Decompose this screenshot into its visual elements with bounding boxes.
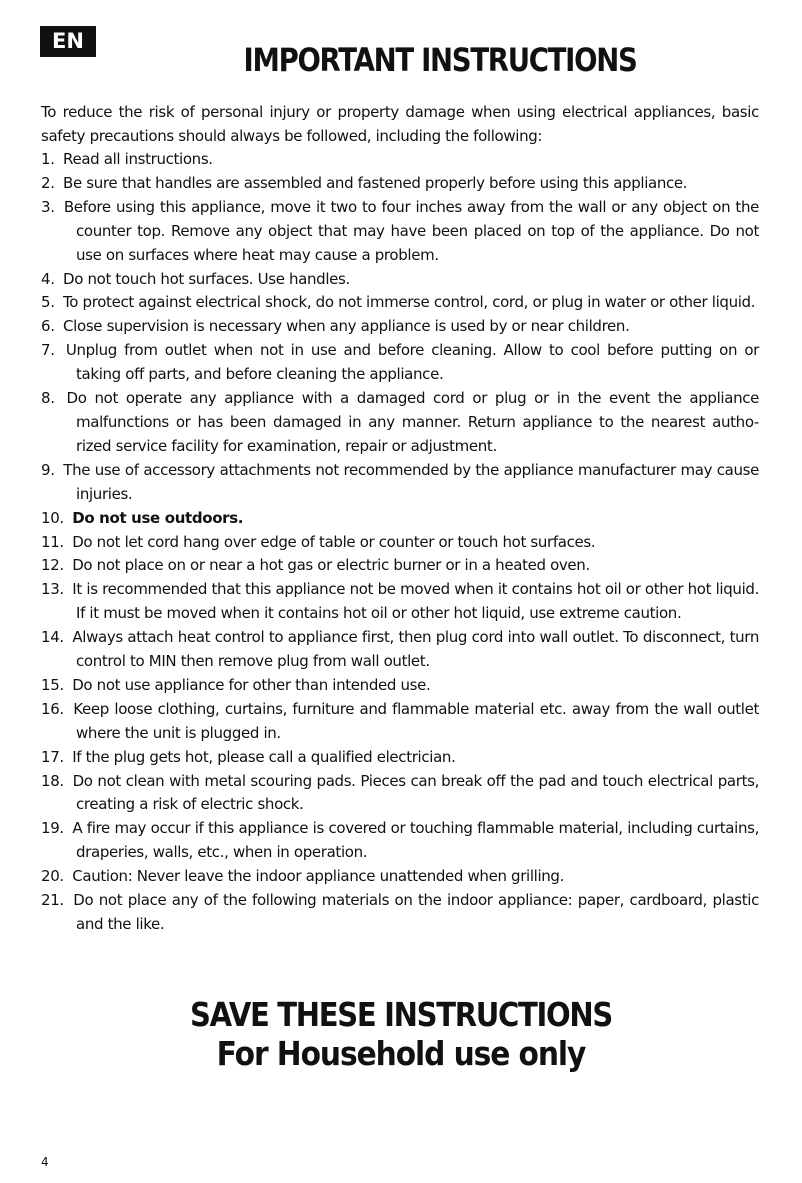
- instruction-number: 4.: [41, 269, 55, 288]
- instruction-number: 16.: [41, 699, 64, 718]
- instruction-item: [41, 172, 759, 196]
- instruction-number: 10.: [41, 508, 64, 527]
- instruction-number: 17.: [41, 747, 64, 766]
- instruction-item: [41, 626, 759, 674]
- instruction-item: [41, 387, 759, 459]
- instruction-text: Do not clean with metal scouring pads. Pieces can break off the pad and touch electrical parts, creating a risk of electric shock.: [72, 771, 759, 814]
- instruction-text: Always attach heat control to appliance first, then plug cord into wall outlet. To disconnect, turn control to MIN then remove plug from wall outlet.: [72, 628, 759, 671]
- instruction-item: [41, 770, 759, 818]
- instruction-text: Close supervision is necessary when any appliance is used by or near children.: [63, 317, 630, 336]
- instruction-item: [41, 865, 759, 889]
- instruction-text: Keep loose clothing, curtains, furniture and flammable material etc. away from the wall outlet where the unit is plugged in.: [73, 699, 759, 742]
- instruction-number: 13.: [41, 580, 64, 599]
- instruction-number: 8.: [41, 389, 55, 408]
- instruction-number: 20.: [41, 867, 64, 886]
- instruction-text: Do not let cord hang over edge of table or counter or touch hot surfaces.: [72, 532, 596, 551]
- instruction-item: [41, 531, 759, 555]
- instruction-item: [41, 339, 759, 387]
- instruction-number: 2.: [41, 173, 55, 192]
- instruction-number: 5.: [41, 293, 55, 312]
- household-use-heading: For Household use only: [216, 1034, 586, 1073]
- instruction-text: Caution: Never leave the indoor appliance unattended when grilling.: [72, 867, 565, 886]
- page-number: 4: [41, 1155, 49, 1169]
- instruction-text: A fire may occur if this appliance is covered or touching flammable material, including curtains, draperies, walls, etc., when in operation.: [72, 819, 760, 862]
- instruction-item: [41, 315, 759, 339]
- instruction-item: [41, 746, 759, 770]
- page-title: IMPORTANT INSTRUCTIONS: [243, 41, 637, 79]
- instruction-number: 11.: [41, 532, 64, 551]
- instruction-item: [41, 148, 759, 172]
- instruction-text: Do not use appliance for other than intended use.: [72, 675, 431, 694]
- instruction-item: [41, 459, 759, 507]
- instruction-item: [41, 889, 759, 937]
- instruction-text: Do not operate any appliance with a damaged cord or plug or in the event the appliance malfunctions or has been damaged in any manner. Return appliance to the nearest autho-rized service facility for examination, repair or adjustment.: [66, 389, 760, 455]
- instruction-number: 6.: [41, 317, 55, 336]
- intro-paragraph: To reduce the risk of personal injury or property damage when using electrical appliances, basic safety precautions should always be followed, including the following:: [41, 103, 759, 145]
- instruction-text: Read all instructions.: [63, 150, 213, 168]
- instruction-item: [41, 578, 759, 626]
- instruction-number: 9.: [41, 460, 55, 479]
- instruction-number: 18.: [41, 771, 64, 790]
- instruction-item: [41, 268, 759, 292]
- instruction-text: Unplug from outlet when not in use and before cleaning. Allow to cool before putting on or taking off parts, and before cleaning the appliance.: [65, 341, 759, 384]
- save-instructions-heading: SAVE THESE INSTRUCTIONS: [190, 995, 612, 1034]
- instruction-text: The use of accessory attachments not recommended by the appliance manufacturer may cause injuries.: [63, 460, 759, 503]
- instruction-text: It is recommended that this appliance not be moved when it contains hot oil or other hot liquid. If it must be moved when it contains hot oil or other hot liquid, use extreme caution.: [72, 580, 759, 623]
- instruction-item: [41, 196, 759, 268]
- instruction-number: 19.: [41, 819, 64, 838]
- language-badge: EN: [40, 26, 96, 57]
- instruction-item: [41, 554, 759, 578]
- instruction-text: Do not place any of the following materials on the indoor appliance: paper, cardboard, plastic and the like.: [73, 891, 759, 933]
- instruction-number: 14.: [41, 628, 64, 647]
- instruction-item: [41, 817, 759, 865]
- instruction-number: 3.: [41, 197, 55, 216]
- instruction-text: Do not touch hot surfaces. Use handles.: [63, 269, 350, 288]
- instruction-text: To protect against electrical shock, do not immerse control, cord, or plug in water or other liquid.: [63, 293, 756, 312]
- instruction-text: Do not use outdoors.: [72, 508, 244, 527]
- instruction-text: If the plug gets hot, please call a qualified electrician.: [72, 747, 456, 766]
- instruction-item: [41, 291, 759, 315]
- instruction-number: 15.: [41, 675, 64, 694]
- instruction-text: Be sure that handles are assembled and fastened properly before using this appliance.: [63, 173, 688, 192]
- instruction-item: [41, 507, 759, 531]
- instruction-number: 1.: [41, 150, 55, 168]
- instruction-number: 21.: [41, 891, 64, 910]
- instruction-item: [41, 674, 759, 698]
- instruction-item: [41, 698, 759, 746]
- instruction-text: Do not place on or near a hot gas or electric burner or in a heated oven.: [72, 556, 590, 575]
- instruction-list: [41, 148, 759, 937]
- instruction-number: 7.: [41, 341, 55, 360]
- instruction-text: Before using this appliance, move it two to four inches away from the wall or any object on the counter top. Remove any object that may have been placed on top of the appliance. Do not use on surfaces where heat may cause a problem.: [63, 197, 760, 264]
- instruction-number: 12.: [41, 556, 64, 575]
